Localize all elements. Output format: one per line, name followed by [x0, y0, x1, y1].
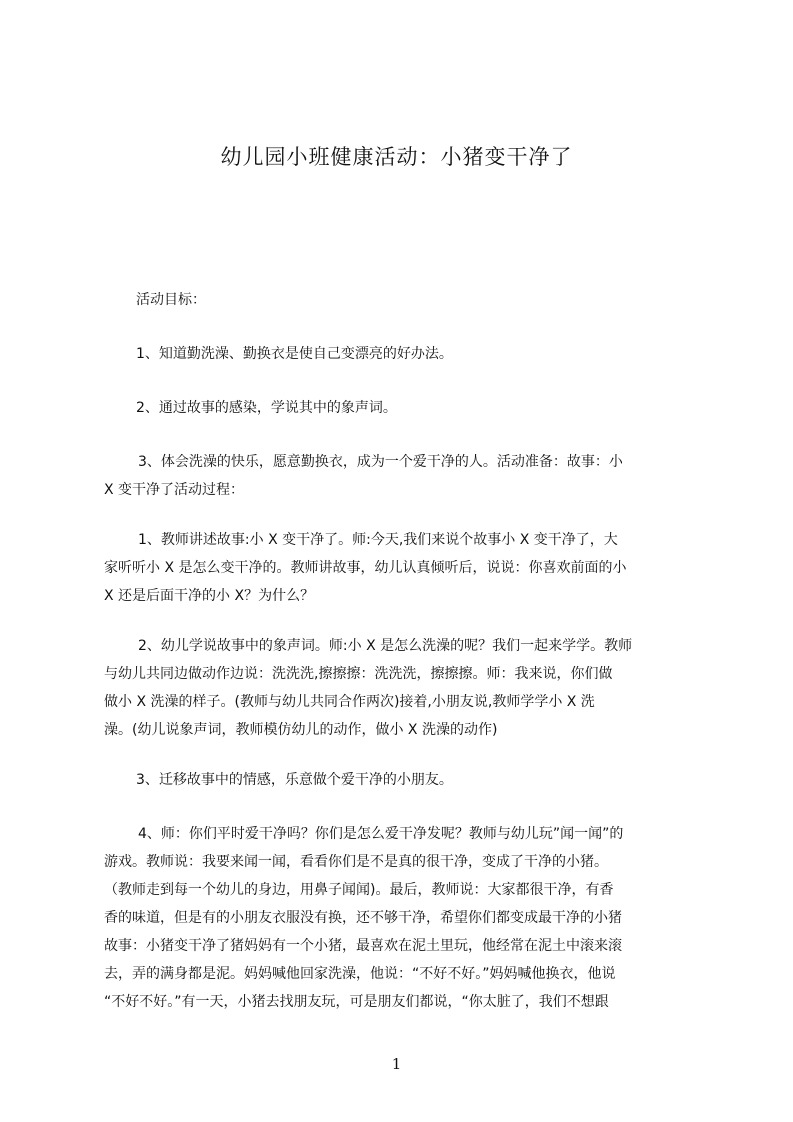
text-line: 澡。(幼儿说象声词，教师模仿幼儿的动作，做小 X 洗澡的动作) [104, 722, 498, 738]
text-line: X 还是后面干净的小 X？为什么？ [104, 588, 315, 604]
text-line: 4、师：你们平时爱干净吗？你们是怎么爱干净发呢？教师与幼儿玩”闻一闻”的 [138, 826, 624, 842]
text-line: （教师走到每一个幼儿的身边，用鼻子闻闻)。最后，教师说：大家都很干净，有香 [104, 882, 614, 898]
text-line: 3、体会洗澡的快乐，愿意勤换衣，成为一个爱干净的人。活动准备：故事：小 [138, 454, 623, 470]
text-line: “不好不好。”有一天，小猪去找朋友玩，可是朋友们都说，“你太脏了，我们不想跟 [104, 994, 609, 1010]
paragraph-process-4 [104, 820, 714, 1016]
text-line: 家听听小 X 是怎么变干净的。教师讲故事，幼儿认真倾听后，说说：你喜欢前面的小 [104, 560, 627, 576]
paragraph-objective-1 [104, 340, 714, 368]
paragraph-process-3 [104, 766, 714, 794]
text-line: 活动目标： [136, 292, 206, 308]
paragraph-objective-3 [104, 448, 714, 504]
text-line: 1、教师讲述故事:小 X 变干净了。师:今天,我们来说个故事小 X 变干净了，大 [138, 532, 618, 548]
text-line: 故事：小猪变干净了猪妈妈有一个小猪，最喜欢在泥土里玩，他经常在泥土中滚来滚 [104, 938, 622, 954]
text-line: 做小 X 洗澡的样子。(教师与幼儿共同合作两次)接着,小朋友说,教师学学小 X 洗 [104, 694, 595, 710]
text-line: 2、通过故事的感染，学说其中的象声词。 [136, 400, 397, 416]
text-line: 3、迁移故事中的情感，乐意做个爱干净的小朋友。 [136, 772, 453, 788]
text-line: X 变干净了活动过程： [104, 482, 245, 498]
text-line: 香的味道，但是有的小朋友衣服没有换，还不够干净，希望你们都变成最干净的小猪 [104, 910, 622, 926]
paragraph-process-1 [104, 526, 714, 610]
paragraph-process-2 [104, 632, 714, 744]
text-line: 1、知道勤洗澡、勤换衣是使自己变漂亮的好办法。 [136, 346, 453, 362]
page-number: 1 [391, 1055, 402, 1073]
text-line: 2、幼儿学说故事中的象声词。师:小 X 是怎么洗澡的呢？我们一起来学学。教师 [138, 638, 633, 654]
text-line: 去，弄的满身都是泥。妈妈喊他回家洗澡，他说：“不好不好。”妈妈喊他换衣，他说 [104, 966, 616, 982]
document-title: 幼儿园小班健康活动：小猪变干净了 [220, 145, 573, 169]
paragraph-objectives-heading [104, 286, 714, 314]
paragraph-objective-2 [104, 394, 714, 422]
text-line: 与幼儿共同边做动作边说：洗洗洗,擦擦擦：洗洗洗，擦擦擦。师：我来说，你们做 [104, 666, 613, 682]
text-line: 游戏。教师说：我要来闻一闻，看看你们是不是真的很干净，变成了干净的小猪。 [104, 854, 608, 870]
